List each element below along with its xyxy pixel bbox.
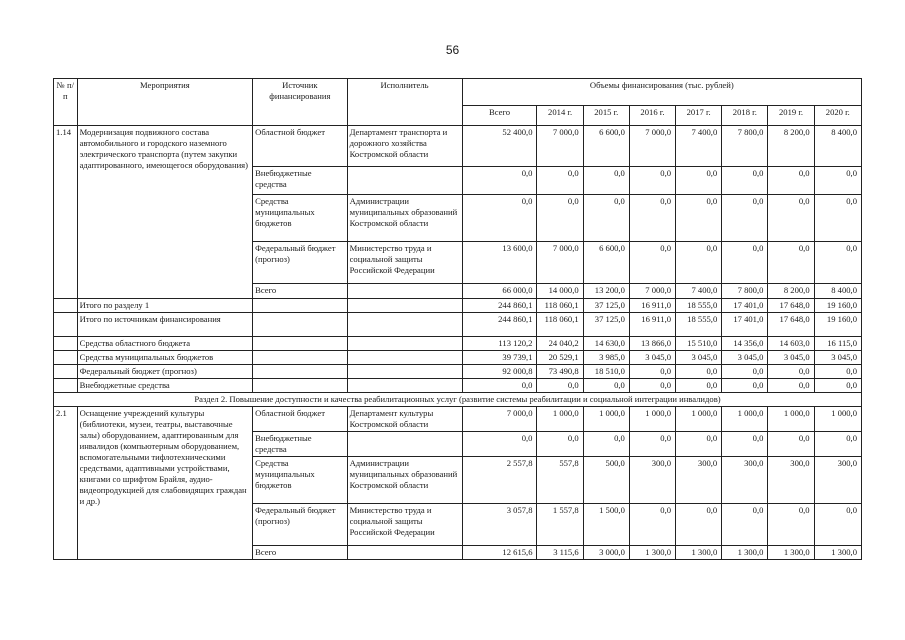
amount-cell: 3 045,0	[814, 351, 861, 365]
executor: Департамент транспорта и дорожного хозяйства Костромской области	[347, 126, 462, 167]
amount-cell: 0,0	[722, 365, 768, 379]
measure-number: 1.14	[54, 126, 78, 299]
amount-cell: 3 000,0	[583, 546, 629, 560]
amount-cell: 0,0	[768, 379, 814, 393]
amount-cell: 300,0	[722, 457, 768, 504]
amount-cell: 0,0	[462, 167, 537, 195]
amount-cell: 8 200,0	[768, 126, 814, 167]
amount-cell: 17 648,0	[768, 313, 814, 337]
executor: Департамент культуры Костромской области	[347, 407, 462, 432]
amount-cell: 0,0	[722, 379, 768, 393]
amount-cell: 0,0	[629, 504, 675, 546]
amount-cell: 12 615,6	[462, 546, 537, 560]
header-year: 2019 г.	[768, 106, 814, 126]
amount-cell: 557,8	[537, 457, 583, 504]
amount-cell: 0,0	[814, 167, 861, 195]
amount-cell: 0,0	[629, 365, 675, 379]
header-year: Всего	[462, 106, 537, 126]
funding-source: Областной бюджет	[253, 407, 347, 432]
amount-cell: 300,0	[768, 457, 814, 504]
amount-cell: 1 000,0	[583, 407, 629, 432]
amount-cell: 7 800,0	[722, 126, 768, 167]
amount-cell: 3 115,6	[537, 546, 583, 560]
amount-cell: 0,0	[583, 379, 629, 393]
amount-cell: 0,0	[676, 504, 722, 546]
amount-cell: 1 300,0	[722, 546, 768, 560]
header-year: 2018 г.	[722, 106, 768, 126]
amount-cell: 1 000,0	[814, 407, 861, 432]
amount-cell: 92 000,8	[462, 365, 537, 379]
header-year: 2015 г.	[583, 106, 629, 126]
amount-cell: 0,0	[629, 167, 675, 195]
amount-cell: 0,0	[676, 379, 722, 393]
amount-cell: 7 000,0	[629, 284, 675, 299]
amount-cell: 0,0	[629, 379, 675, 393]
amount-cell: 20 529,1	[537, 351, 583, 365]
total-label: Итого по источникам финансирования	[77, 313, 253, 337]
amount-cell: 2 557,8	[462, 457, 537, 504]
amount-cell: 19 160,0	[814, 299, 861, 313]
amount-cell: 1 000,0	[537, 407, 583, 432]
amount-cell: 19 160,0	[814, 313, 861, 337]
amount-cell: 0,0	[537, 195, 583, 242]
total-row	[54, 379, 862, 393]
total-label: Федеральный бюджет (прогноз)	[77, 365, 253, 379]
amount-cell: 7 000,0	[462, 407, 537, 432]
amount-cell: 3 045,0	[768, 351, 814, 365]
amount-cell: 0,0	[814, 242, 861, 284]
amount-cell: 300,0	[676, 457, 722, 504]
measure-number: 2.1	[54, 407, 78, 560]
amount-cell: 0,0	[676, 167, 722, 195]
funding-source: Внебюджетные средства	[253, 432, 347, 457]
total-label: Средства муниципальных бюджетов	[77, 351, 253, 365]
header-year: 2017 г.	[676, 106, 722, 126]
amount-cell: 0,0	[537, 379, 583, 393]
amount-cell: 0,0	[768, 242, 814, 284]
amount-cell: 3 057,8	[462, 504, 537, 546]
empty-source-cell	[253, 313, 347, 337]
amount-cell: 1 300,0	[814, 546, 861, 560]
page-number: 56	[445, 43, 460, 57]
amount-cell: 0,0	[583, 195, 629, 242]
empty-executor-cell	[347, 337, 462, 351]
amount-cell: 118 060,1	[537, 299, 583, 313]
amount-cell: 24 040,2	[537, 337, 583, 351]
amount-cell: 13 200,0	[583, 284, 629, 299]
header-source: Источник финансирования	[253, 79, 347, 126]
amount-cell: 0,0	[629, 432, 675, 457]
executor: Министерство труда и социальной защиты Российской Федерации	[347, 242, 462, 284]
total-row	[54, 299, 862, 313]
empty-num-cell	[54, 337, 78, 351]
empty-executor-cell	[347, 351, 462, 365]
amount-cell: 0,0	[768, 504, 814, 546]
empty-source-cell	[253, 379, 347, 393]
amount-cell: 7 400,0	[676, 284, 722, 299]
amount-cell: 17 401,0	[722, 313, 768, 337]
amount-cell: 0,0	[768, 432, 814, 457]
empty-executor-cell	[347, 379, 462, 393]
amount-cell: 3 045,0	[676, 351, 722, 365]
total-label: Итого по разделу 1	[77, 299, 253, 313]
amount-cell: 14 630,0	[583, 337, 629, 351]
amount-cell: 500,0	[583, 457, 629, 504]
executor: Администрации муниципальных образований Костромской области	[347, 195, 462, 242]
amount-cell: 37 125,0	[583, 313, 629, 337]
header-executor: Исполнитель	[347, 79, 462, 126]
amount-cell: 0,0	[722, 167, 768, 195]
amount-cell: 14 000,0	[537, 284, 583, 299]
amount-cell: 0,0	[583, 432, 629, 457]
amount-cell: 7 000,0	[537, 126, 583, 167]
amount-cell: 8 400,0	[814, 126, 861, 167]
amount-cell: 118 060,1	[537, 313, 583, 337]
amount-cell: 0,0	[722, 432, 768, 457]
amount-cell: 1 000,0	[722, 407, 768, 432]
total-label: Средства областного бюджета	[77, 337, 253, 351]
amount-cell: 18 555,0	[676, 299, 722, 313]
amount-cell: 52 400,0	[462, 126, 537, 167]
executor	[347, 284, 462, 299]
empty-num-cell	[54, 313, 78, 337]
empty-num-cell	[54, 351, 78, 365]
empty-executor-cell	[347, 365, 462, 379]
amount-cell: 3 045,0	[629, 351, 675, 365]
amount-cell: 0,0	[722, 195, 768, 242]
total-row	[54, 365, 862, 379]
empty-num-cell	[54, 379, 78, 393]
amount-cell: 1 500,0	[583, 504, 629, 546]
amount-cell: 3 045,0	[722, 351, 768, 365]
amount-cell: 0,0	[814, 195, 861, 242]
empty-source-cell	[253, 351, 347, 365]
amount-cell: 300,0	[814, 457, 861, 504]
measure-name: Оснащение учреждений культуры (библиотеки, музеи, театры, выставочные залы) оборудованием, адаптированным для инвалидов (компьютерным оборудованием, вспомогательными тифлотехническими средствами, адаптивными устройствами, книгами со шрифтом Брайля, аудио-видеопродукцией для слабовидящих граждан и др.)	[77, 407, 253, 560]
measure-name: Модернизация подвижного состава автомобильного и городского наземного электрического транспорта (путем закупки адаптированного, имеющегося оборудования)	[77, 126, 253, 299]
amount-cell: 0,0	[722, 504, 768, 546]
amount-cell: 14 356,0	[722, 337, 768, 351]
amount-cell: 113 120,2	[462, 337, 537, 351]
total-label: Внебюджетные средства	[77, 379, 253, 393]
empty-source-cell	[253, 299, 347, 313]
empty-executor-cell	[347, 299, 462, 313]
table-row	[54, 126, 862, 167]
amount-cell: 300,0	[629, 457, 675, 504]
header-year: 2014 г.	[537, 106, 583, 126]
empty-source-cell	[253, 337, 347, 351]
amount-cell: 0,0	[722, 242, 768, 284]
executor: Администрации муниципальных образований Костромской области	[347, 457, 462, 504]
funding-source: Всего	[253, 284, 347, 299]
amount-cell: 17 648,0	[768, 299, 814, 313]
amount-cell: 17 401,0	[722, 299, 768, 313]
amount-cell: 244 860,1	[462, 299, 537, 313]
header-num: № п/п	[54, 79, 78, 126]
executor: Министерство труда и социальной защиты Российской Федерации	[347, 504, 462, 546]
executor	[347, 432, 462, 457]
funding-source: Внебюджетные средства	[253, 167, 347, 195]
amount-cell: 18 510,0	[583, 365, 629, 379]
amount-cell: 73 490,8	[537, 365, 583, 379]
table-body	[54, 79, 862, 560]
amount-cell: 13 866,0	[629, 337, 675, 351]
amount-cell: 0,0	[676, 365, 722, 379]
funding-source: Федеральный бюджет (прогноз)	[253, 242, 347, 284]
funding-source: Федеральный бюджет (прогноз)	[253, 504, 347, 546]
amount-cell: 0,0	[768, 365, 814, 379]
amount-cell: 0,0	[583, 167, 629, 195]
funding-source: Всего	[253, 546, 347, 560]
amount-cell: 0,0	[814, 379, 861, 393]
amount-cell: 7 400,0	[676, 126, 722, 167]
amount-cell: 6 600,0	[583, 242, 629, 284]
amount-cell: 66 000,0	[462, 284, 537, 299]
financing-table	[53, 78, 862, 560]
amount-cell: 0,0	[676, 195, 722, 242]
amount-cell: 1 300,0	[676, 546, 722, 560]
amount-cell: 1 300,0	[768, 546, 814, 560]
table-row	[54, 407, 862, 432]
amount-cell: 16 115,0	[814, 337, 861, 351]
amount-cell: 14 603,0	[768, 337, 814, 351]
amount-cell: 0,0	[462, 379, 537, 393]
total-row	[54, 313, 862, 337]
amount-cell: 0,0	[462, 432, 537, 457]
amount-cell: 0,0	[814, 504, 861, 546]
amount-cell: 7 800,0	[722, 284, 768, 299]
executor	[347, 546, 462, 560]
empty-executor-cell	[347, 313, 462, 337]
empty-num-cell	[54, 365, 78, 379]
amount-cell: 0,0	[814, 432, 861, 457]
amount-cell: 1 000,0	[676, 407, 722, 432]
amount-cell: 8 200,0	[768, 284, 814, 299]
amount-cell: 1 557,8	[537, 504, 583, 546]
amount-cell: 13 600,0	[462, 242, 537, 284]
header-volumes: Объемы финансирования (тыс. рублей)	[462, 79, 861, 106]
section-row	[54, 393, 862, 407]
empty-source-cell	[253, 365, 347, 379]
amount-cell: 18 555,0	[676, 313, 722, 337]
amount-cell: 15 510,0	[676, 337, 722, 351]
amount-cell: 1 000,0	[768, 407, 814, 432]
amount-cell: 0,0	[537, 432, 583, 457]
executor	[347, 167, 462, 195]
amount-cell: 0,0	[462, 195, 537, 242]
amount-cell: 37 125,0	[583, 299, 629, 313]
amount-cell: 7 000,0	[537, 242, 583, 284]
amount-cell: 0,0	[768, 167, 814, 195]
amount-cell: 244 860,1	[462, 313, 537, 337]
amount-cell: 0,0	[768, 195, 814, 242]
amount-cell: 16 911,0	[629, 299, 675, 313]
amount-cell: 0,0	[814, 365, 861, 379]
amount-cell: 8 400,0	[814, 284, 861, 299]
header-measure: Мероприятия	[77, 79, 253, 126]
empty-num-cell	[54, 299, 78, 313]
amount-cell: 0,0	[629, 195, 675, 242]
amount-cell: 7 000,0	[629, 126, 675, 167]
amount-cell: 6 600,0	[583, 126, 629, 167]
funding-source: Областной бюджет	[253, 126, 347, 167]
amount-cell: 0,0	[676, 432, 722, 457]
amount-cell: 0,0	[676, 242, 722, 284]
amount-cell: 1 300,0	[629, 546, 675, 560]
funding-source: Средства муниципальных бюджетов	[253, 457, 347, 504]
total-row	[54, 351, 862, 365]
amount-cell: 39 739,1	[462, 351, 537, 365]
amount-cell: 0,0	[629, 242, 675, 284]
amount-cell: 1 000,0	[629, 407, 675, 432]
funding-source: Средства муниципальных бюджетов	[253, 195, 347, 242]
amount-cell: 16 911,0	[629, 313, 675, 337]
section-title: Раздел 2. Повышение доступности и качества реабилитационных услуг (развитие системы реабилитации и социальной интеграции инвалидов)	[54, 393, 862, 407]
amount-cell: 0,0	[537, 167, 583, 195]
header-year: 2016 г.	[629, 106, 675, 126]
total-row	[54, 337, 862, 351]
amount-cell: 3 985,0	[583, 351, 629, 365]
header-year: 2020 г.	[814, 106, 861, 126]
